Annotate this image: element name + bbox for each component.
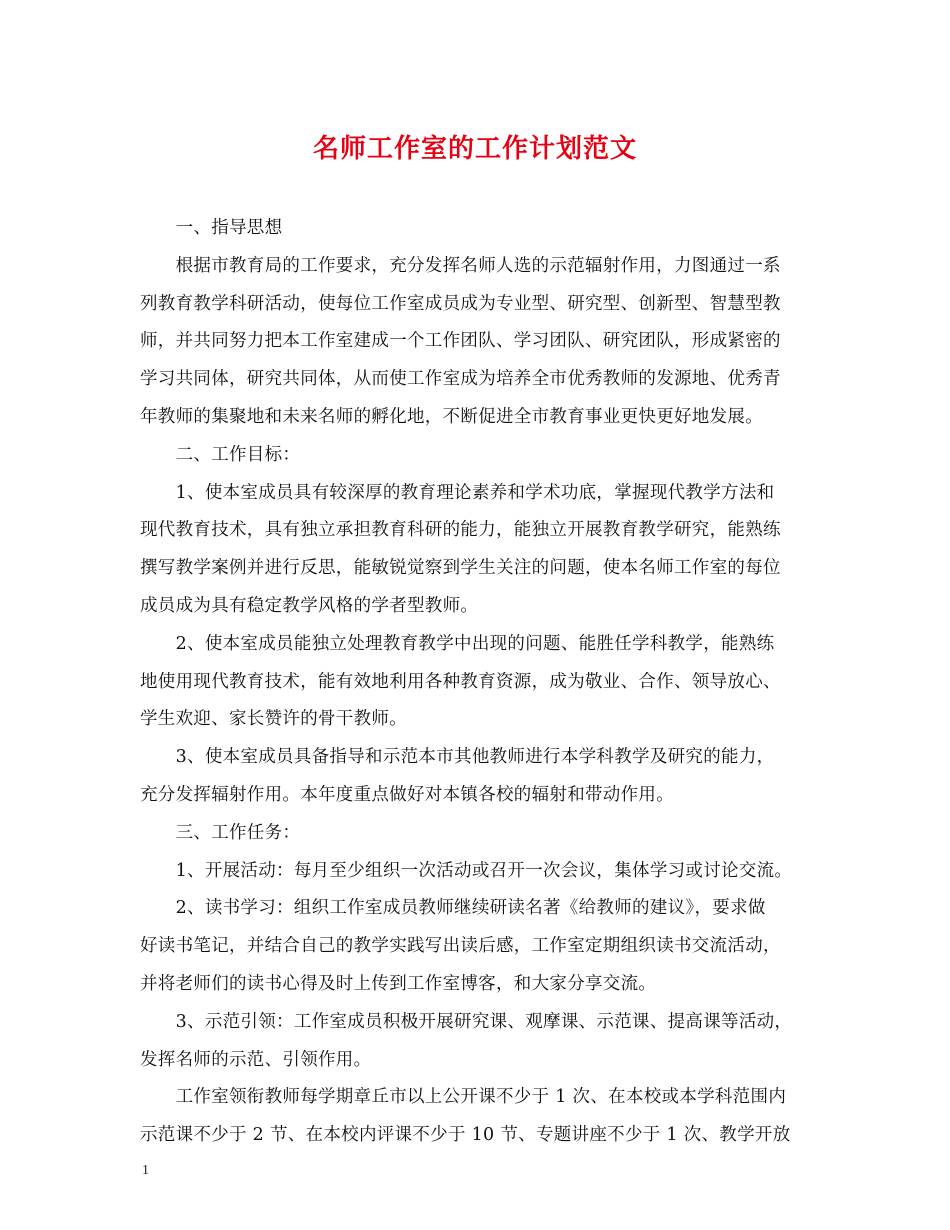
body-text-line: 1、使本室成员具有较深厚的教育理论素养和学术功底，掌握现代教学方法和 [140,482,775,503]
body-text-line: 列教育教学科研活动，使每位工作室成员成为专业型、研究型、创新型、智慧型教 [140,293,781,314]
body-text-line: 充分发挥辐射作用。本年度重点做好对本镇各校的辐射和带动作用。 [140,785,674,805]
body-text-line: 三、工作任务： [140,822,301,843]
body-text-line: 现代教育技术，具有独立承担教育科研的能力，能独立开展教育教学研究，能熟练 [140,520,781,541]
body-text-line: 1、开展活动：每月至少组织一次活动或召开一次会议，集体学习或讨论交流。 [140,860,793,881]
page-number: 1 [142,1163,149,1178]
body-text-line: 根据市教育局的工作要求，充分发挥名师人选的示范辐射作用，力图通过一系 [140,255,781,276]
body-text-line: 师，并共同努力把本工作室建成一个工作团队、学习团队、研究团队，形成紧密的 [140,331,781,352]
body-text-line: 好读书笔记，并结合自己的教学实践写出读后感，工作室定期组织读书交流活动， [140,936,781,957]
body-text-line: 并将老师们的读书心得及时上传到工作室博客，和大家分享交流。 [140,974,657,994]
body-text-line: 发挥名师的示范、引领作用。 [140,1049,372,1070]
body-text-line: 地使用现代教育技术，能有效地利用各种教育资源，成为敬业、合作、领导放心、 [140,671,781,692]
body-text-line: 2、使本室成员能独立处理教育教学中出现的问题、能胜任学科教学，能熟练 [140,633,775,654]
document-title: 名师工作室的工作计划范文 [312,134,637,164]
body-text-line: 学生欢迎、家长赞许的骨干教师。 [140,709,407,730]
body-text-line: 年教师的集聚地和未来名师的孵化地，不断促进全市教育事业更快更好地发展。 [140,407,763,427]
body-text-line: 学习共同体，研究共同体，从而使工作室成为培养全市优秀教师的发源地、优秀青 [140,369,781,390]
body-text-line: 示范课不少于 2 节、在本校内评课不少于 10 节、专题讲座不少于 1 次、教学开放 [140,1125,791,1146]
body-text-line: 一、指导思想 [140,218,283,238]
body-text-line: 撰写教学案例并进行反思，能敏锐觉察到学生关注的问题，使本名师工作室的每位 [140,558,781,579]
body-text-line: 3、示范引领：工作室成员积极开展研究课、观摩课、示范课、提高课等活动， [140,1011,793,1032]
body-text-line: 2、读书学习：组织工作室成员教师继续研读名著《给教师的建议》，要求做 [140,898,766,919]
body-text-line: 成员成为具有稳定教学风格的学者型教师。 [140,596,479,616]
body-text-line: 3、使本室成员具备指导和示范本市其他教师进行本学科教学及研究的能力， [140,747,775,768]
body-text-line: 二、工作目标： [140,444,301,465]
body-text-line: 工作室领衔教师每学期章丘市以上公开课不少于 1 次、在本校或本学科范围内 [140,1087,787,1108]
